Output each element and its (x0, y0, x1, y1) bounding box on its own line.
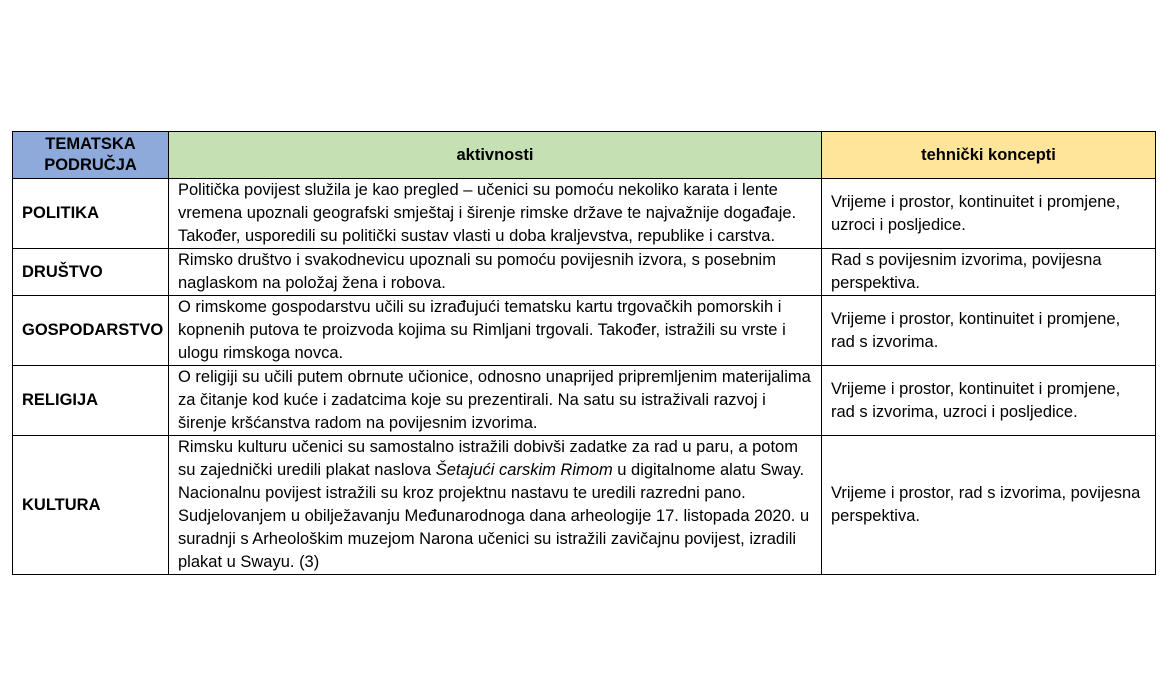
activities-table (12, 131, 1156, 575)
table-row (13, 179, 1156, 249)
area-cell: RELIGIJA (13, 366, 169, 436)
header-activities: aktivnosti (169, 132, 822, 179)
table-row (13, 366, 1156, 436)
header-thematic-areas: TEMATSKA PODRUČJA (13, 132, 169, 179)
table-row (13, 296, 1156, 366)
activities-cell: O religiji su učili putem obrnute učionice, odnosno unaprijed pripremljenim materijalima za čitanje kod kuće i zadatcima koje su prezentirali. Na satu su istraživali razvoj i širenje kršćanstva radom na povijesnim izvorima. (169, 366, 822, 436)
activities-text-after: u digitalnome alatu Sway. Nacionalnu povijest istražili su kroz projektnu nastavu te uredili razredni pano. Sudjelovanjem u obilježavanju Međunarodnoga dana arheologije 17. listopada 2020. u suradnji s Arheološkim muzejom Narona učenici su istražili zavičajnu povijest, izradili plakat u Swayu. (3) (178, 461, 810, 571)
activities-cell: Politička povijest služila je kao pregled – učenici su pomoću nekoliko karata i lente vremena upoznali geografski smještaj i širenje rimske države te najvažnije događaje. Također, usporedili su politički sustav vlasti u doba kraljevstva, republike i carstva. (169, 179, 822, 249)
area-cell: KULTURA (13, 436, 169, 575)
concepts-cell: Vrijeme i prostor, rad s izvorima, povijesna perspektiva. (822, 436, 1156, 575)
activities-table-container (12, 131, 1155, 575)
area-cell: DRUŠTVO (13, 249, 169, 296)
concepts-cell: Rad s povijesnim izvorima, povijesna perspektiva. (822, 249, 1156, 296)
area-cell: POLITIKA (13, 179, 169, 249)
activities-text-before: Rimsku kulturu učenici su samostalno istražili dobivši zadatke za rad u paru, a potom su zajednički uredili plakat naslova (178, 438, 798, 479)
activities-cell (169, 436, 822, 575)
table-row (13, 249, 1156, 296)
concepts-cell: Vrijeme i prostor, kontinuitet i promjene, rad s izvorima, uzroci i posljedice. (822, 366, 1156, 436)
concepts-cell: Vrijeme i prostor, kontinuitet i promjene, uzroci i posljedice. (822, 179, 1156, 249)
activities-cell: Rimsko društvo i svakodnevicu upoznali su pomoću povijesnih izvora, s posebnim naglaskom na položaj žena i robova. (169, 249, 822, 296)
area-cell: GOSPODARSTVO (13, 296, 169, 366)
activities-cell: O rimskome gospodarstvu učili su izrađujući tematsku kartu trgovačkih pomorskih i kopnenih putova te proizvoda kojima su Rimljani trgovali. Također, istražili su vrste i ulogu rimskoga novca. (169, 296, 822, 366)
table-header-row (13, 132, 1156, 179)
poster-title: Šetajući carskim Rimom (435, 461, 613, 479)
table-row (13, 436, 1156, 575)
concepts-cell: Vrijeme i prostor, kontinuitet i promjene, rad s izvorima. (822, 296, 1156, 366)
header-technical-concepts: tehnički koncepti (822, 132, 1156, 179)
